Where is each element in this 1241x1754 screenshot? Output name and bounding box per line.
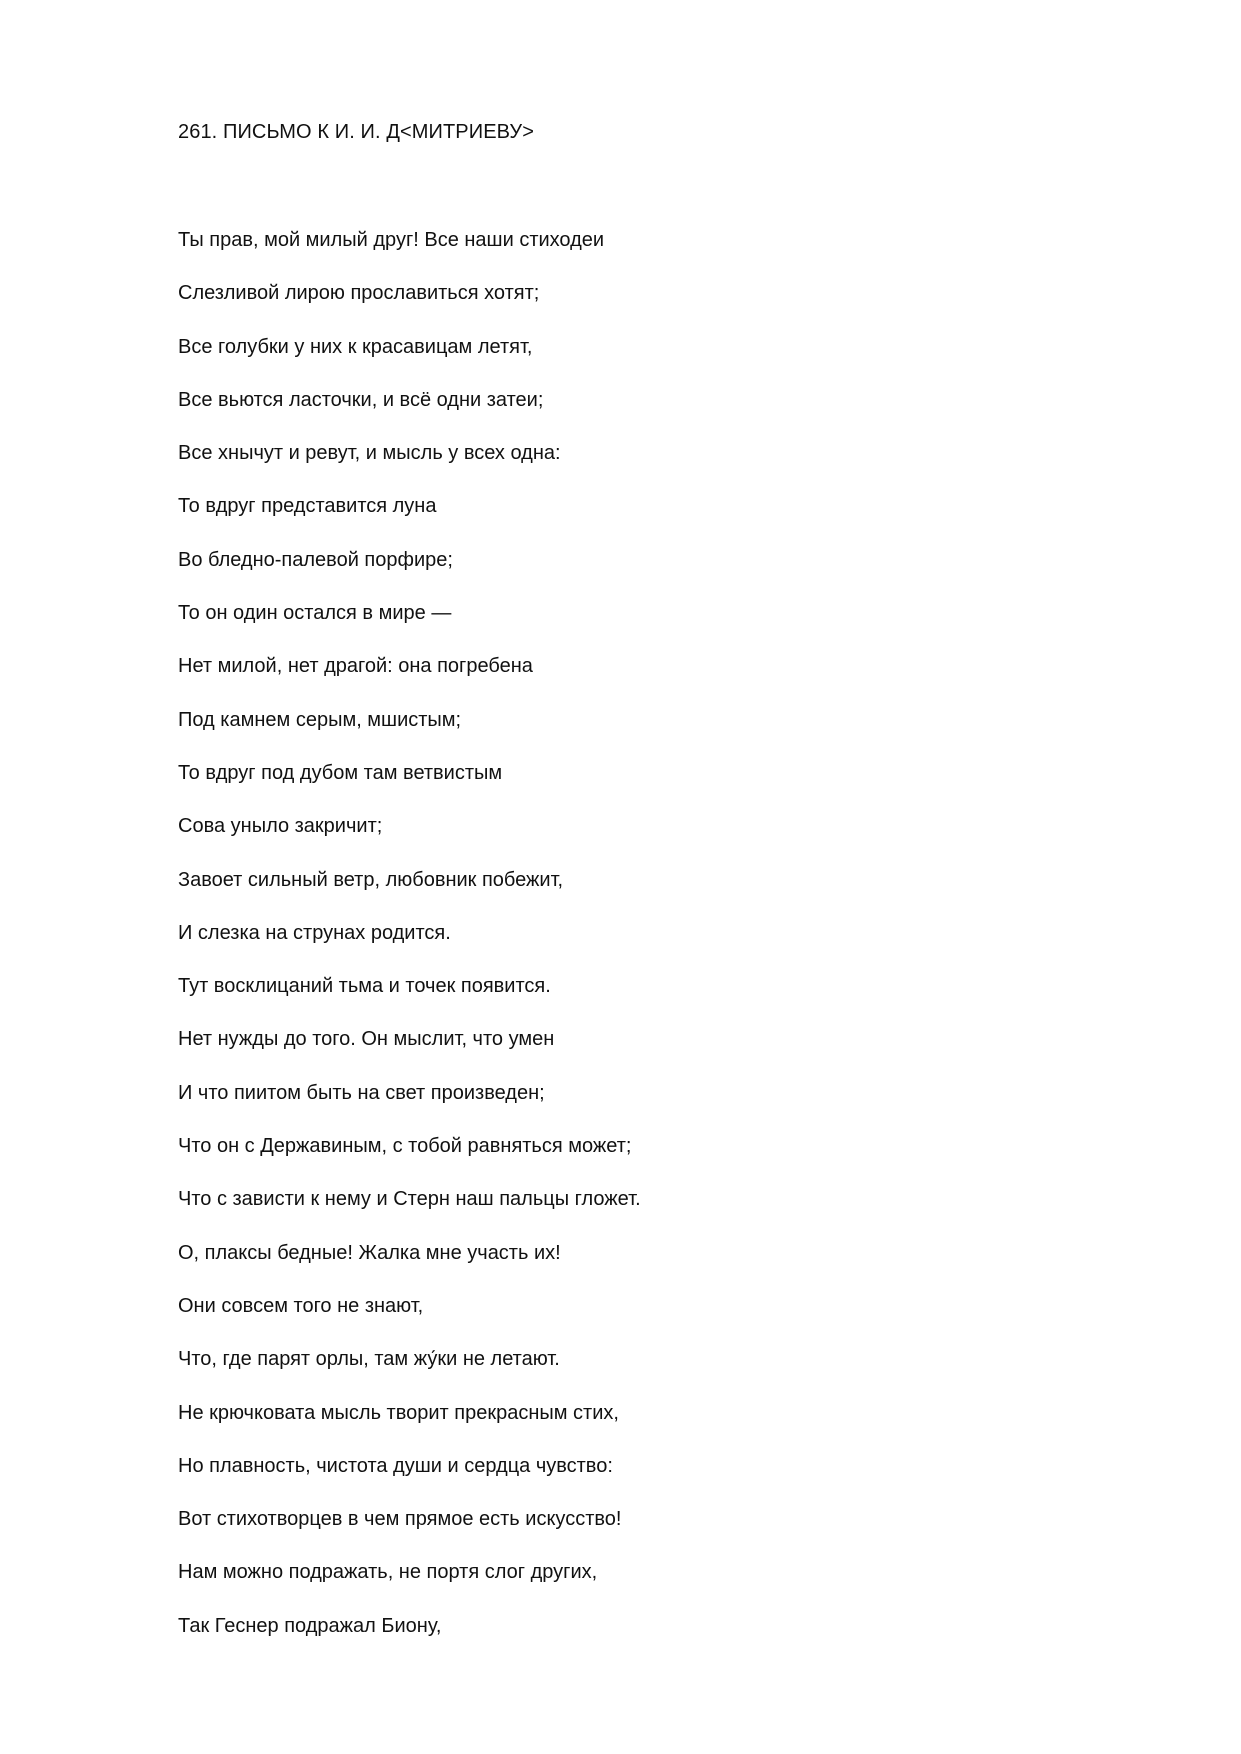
poem-title: 261. ПИСЬМО К И. И. Д<МИТРИЕВУ> xyxy=(178,121,535,143)
poem-line: То вдруг представится луна xyxy=(178,495,437,518)
poem-line: Но плавность, чистота души и сердца чувство: xyxy=(178,1454,613,1477)
poem-line: Сова уныло закричит; xyxy=(178,815,383,838)
poem-line: Во бледно-палевой порфире; xyxy=(178,548,453,571)
poem-line: Ты прав, мой милый друг! Все наши стиходеи xyxy=(178,229,605,251)
poem-line: Все вьются ласточки, и всё одни затеи; xyxy=(178,388,544,411)
poem-line: Тут восклицаний тьма и точек появится. xyxy=(178,975,551,998)
poem-line: И слезка на струнах родится. xyxy=(178,921,451,944)
poem-line: Нет милой, нет драгой: она погребена xyxy=(178,655,533,678)
poem-body xyxy=(178,226,641,1665)
poem-line: Вот стихотворцев в чем прямое есть искусство! xyxy=(178,1508,622,1531)
poem-line: Под камнем серым, мшистым; xyxy=(178,708,462,731)
poem-line: Слезливой лирою прославиться хотят; xyxy=(178,282,540,305)
poem-line: И что пиитом быть на свет произведен; xyxy=(178,1081,545,1104)
poem-line: Так Геснер подражал Биону, xyxy=(178,1614,442,1637)
poem-line: То он один остался в мире — xyxy=(178,602,452,625)
poem-line: Что, где парят орлы, там жу́ки не летают. xyxy=(178,1348,560,1371)
poem-line: Завоет сильный ветр, любовник побежит, xyxy=(178,868,564,891)
poem-line: Не крючковата мысль творит прекрасным стих, xyxy=(178,1401,619,1424)
poem-line: Что с зависти к нему и Стерн наш пальцы гложет. xyxy=(178,1188,641,1211)
poem-line: То вдруг под дубом там ветвистым xyxy=(178,761,503,784)
poem-line: Все голубки у них к красавицам летят, xyxy=(178,335,533,358)
poem-line: Что он с Державиным, с тобой равняться может; xyxy=(178,1135,632,1158)
poem-line: Они совсем того не знают, xyxy=(178,1294,424,1317)
poem-line: Нет нужды до того. Он мыслит, что умен xyxy=(178,1028,555,1051)
poem-line: Нам можно подражать, не портя слог других, xyxy=(178,1561,598,1584)
poem-line: Все хнычут и ревут, и мысль у всех одна: xyxy=(178,442,561,465)
poem-line: О, плаксы бедные! Жалка мне участь их! xyxy=(178,1241,561,1264)
